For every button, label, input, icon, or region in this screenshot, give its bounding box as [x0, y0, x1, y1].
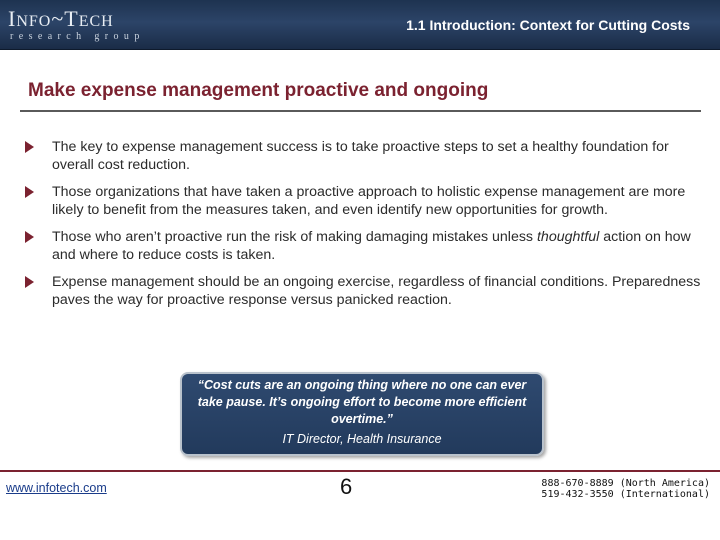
bullet-item [22, 273, 702, 309]
page-number: 6 [340, 474, 353, 499]
header-bar [0, 0, 720, 50]
slide-title: Make expense management proactive and ongoing [28, 80, 489, 101]
bullet-arrow-icon [25, 186, 34, 198]
bullet-text: Those who aren’t proactive run the risk of making damaging mistakes unless thoughtful action on how and where to reduce costs is taken. [52, 229, 691, 263]
bullet-text: The key to expense management success is to take proactive steps to set a healthy foundation for overall cost reduction. [52, 139, 669, 173]
bullet-text: Expense management should be an ongoing exercise, regardless of financial conditions. Preparedness paves the way for proactive response versus panicked reaction. [52, 274, 701, 308]
bullet-item [22, 138, 702, 174]
bullet-list [22, 138, 702, 318]
website-link[interactable]: www.infotech.com [6, 481, 107, 495]
bullet-arrow-icon [25, 231, 34, 243]
bullet-text: Those organizations that have taken a proactive approach to holistic expense management are more likely to benefit from the measures taken, and even identify new opportunities for growth. [52, 184, 686, 218]
contact-phones [541, 478, 710, 500]
quote-text: “Cost cuts are an ongoing thing where no one can ever take pause. It’s ongoing effort to become more efficient overtime.” [197, 378, 527, 426]
footer-divider [0, 470, 720, 472]
logo-wordmark: INFO~TECH [8, 6, 114, 31]
section-title: 1.1 Introduction: Context for Cutting Costs [406, 17, 690, 33]
logo-tagline: research group [10, 31, 145, 42]
bullet-arrow-icon [25, 276, 34, 288]
bullet-item [22, 183, 702, 219]
phone-north-america: 888-670-8889 (North America) [541, 478, 710, 489]
emphasis-text: thoughtful [536, 229, 600, 245]
quote-callout [180, 372, 544, 456]
info-tech-logo[interactable] [8, 6, 178, 44]
bullet-item [22, 228, 702, 264]
title-divider [20, 110, 701, 112]
bullet-arrow-icon [25, 141, 34, 153]
quote-attribution: IT Director, Health Insurance [282, 432, 442, 446]
phone-international: 519-432-3550 (International) [541, 489, 710, 500]
